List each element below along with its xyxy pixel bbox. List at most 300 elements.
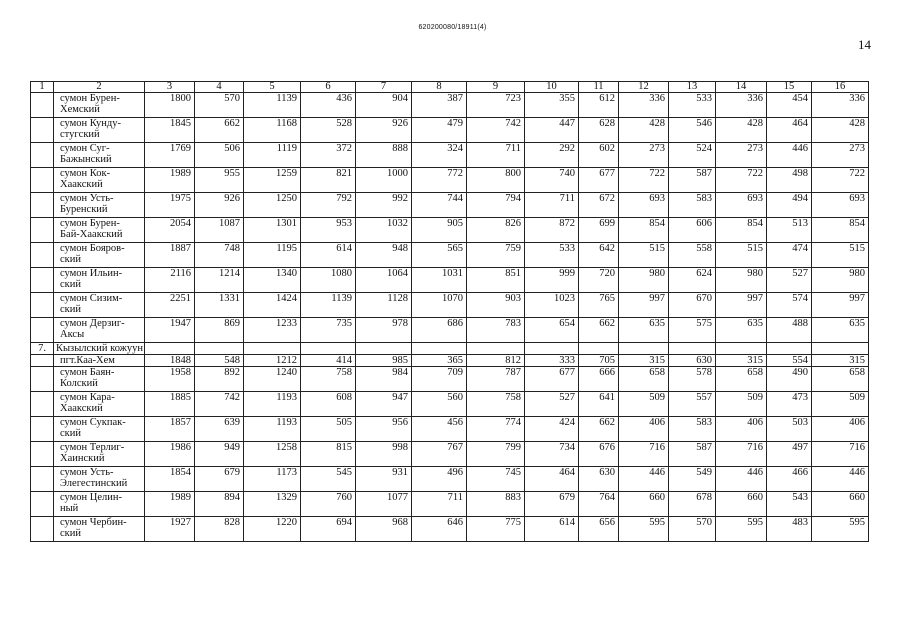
value-cell: 365 [412, 355, 467, 367]
value-cell: 1032 [356, 218, 412, 243]
value-cell: 792 [301, 193, 356, 218]
value-cell: 630 [579, 467, 619, 492]
value-cell: 1331 [195, 293, 244, 318]
value-cell: 1077 [356, 492, 412, 517]
value-cell: 758 [301, 367, 356, 392]
value-cell: 606 [669, 218, 716, 243]
value-cell: 624 [669, 268, 716, 293]
value-cell: 787 [467, 367, 525, 392]
value-cell: 1857 [145, 417, 195, 442]
value-cell: 509 [716, 392, 767, 417]
value-cell: 333 [525, 355, 579, 367]
value-cell: 483 [767, 517, 812, 542]
settlement-name-cell: Кызылский кожуун [54, 343, 145, 355]
value-cell: 968 [356, 517, 412, 542]
value-cell: 679 [525, 492, 579, 517]
value-cell: 734 [525, 442, 579, 467]
value-cell: 1259 [244, 168, 301, 193]
value-cell: 980 [619, 268, 669, 293]
row-number-cell [31, 517, 54, 542]
value-cell: 948 [356, 243, 412, 268]
value-cell: 722 [716, 168, 767, 193]
value-cell: 676 [579, 442, 619, 467]
value-cell: 1220 [244, 517, 301, 542]
document-code: 620200080/18911(4) [418, 24, 487, 31]
value-cell: 428 [812, 118, 869, 143]
value-cell: 662 [195, 118, 244, 143]
value-cell: 1023 [525, 293, 579, 318]
column-header: 1 [31, 82, 54, 93]
value-cell: 812 [467, 355, 525, 367]
value-cell: 892 [195, 367, 244, 392]
value-cell: 630 [669, 355, 716, 367]
value-cell: 1848 [145, 355, 195, 367]
value-cell: 992 [356, 193, 412, 218]
region-row [31, 343, 869, 355]
value-cell: 2054 [145, 218, 195, 243]
value-cell: 336 [812, 93, 869, 118]
settlement-name-cell: сумон Суг- Бажынский [54, 143, 145, 168]
value-cell: 662 [579, 417, 619, 442]
value-cell: 670 [669, 293, 716, 318]
value-cell: 642 [579, 243, 619, 268]
settlement-name-cell: сумон Терлиг- Хаинский [54, 442, 145, 467]
value-cell: 490 [767, 367, 812, 392]
value-cell: 406 [812, 417, 869, 442]
value-cell: 1080 [301, 268, 356, 293]
settlement-name-cell: сумон Бояров- ский [54, 243, 145, 268]
column-header: 15 [767, 82, 812, 93]
value-cell: 999 [525, 268, 579, 293]
value-cell: 903 [467, 293, 525, 318]
value-cell: 978 [356, 318, 412, 343]
value-cell: 372 [301, 143, 356, 168]
value-cell: 985 [356, 355, 412, 367]
value-cell: 677 [579, 168, 619, 193]
value-cell: 509 [812, 392, 869, 417]
value-cell: 947 [356, 392, 412, 417]
value-cell: 545 [301, 467, 356, 492]
value-cell: 315 [716, 355, 767, 367]
row-number-cell [31, 193, 54, 218]
value-cell: 628 [579, 118, 619, 143]
value-cell: 815 [301, 442, 356, 467]
settlement-name-cell: сумон Сизим- ский [54, 293, 145, 318]
value-cell: 711 [467, 143, 525, 168]
value-cell: 758 [467, 392, 525, 417]
value-cell: 533 [669, 93, 716, 118]
value-cell: 926 [195, 193, 244, 218]
row-number-cell [31, 417, 54, 442]
value-cell: 997 [812, 293, 869, 318]
table-row [31, 417, 869, 442]
value-cell: 1887 [145, 243, 195, 268]
value-cell: 583 [669, 417, 716, 442]
value-cell: 513 [767, 218, 812, 243]
table-row [31, 218, 869, 243]
settlement-name-cell: сумон Целин- ный [54, 492, 145, 517]
settlement-name-cell: сумон Бурен- Хемский [54, 93, 145, 118]
column-header: 16 [812, 82, 869, 93]
value-cell [356, 343, 412, 355]
value-cell: 722 [619, 168, 669, 193]
table-row [31, 442, 869, 467]
value-cell: 716 [619, 442, 669, 467]
column-header: 4 [195, 82, 244, 93]
value-cell: 336 [619, 93, 669, 118]
value-cell: 1845 [145, 118, 195, 143]
value-cell: 498 [767, 168, 812, 193]
value-cell: 509 [619, 392, 669, 417]
value-cell: 587 [669, 442, 716, 467]
settlement-name-cell: сумон Сукпак- ский [54, 417, 145, 442]
value-cell: 595 [812, 517, 869, 542]
value-cell: 635 [812, 318, 869, 343]
value-cell: 595 [716, 517, 767, 542]
row-number-cell [31, 442, 54, 467]
table-row [31, 492, 869, 517]
value-cell: 984 [356, 367, 412, 392]
table-row [31, 93, 869, 118]
value-cell: 1947 [145, 318, 195, 343]
column-header: 2 [54, 82, 145, 93]
settlement-name-cell: сумон Чербин- ский [54, 517, 145, 542]
value-cell: 1975 [145, 193, 195, 218]
value-cell: 742 [195, 392, 244, 417]
value-cell: 497 [767, 442, 812, 467]
value-cell: 658 [716, 367, 767, 392]
table-row [31, 118, 869, 143]
value-cell: 720 [579, 268, 619, 293]
value-cell: 693 [716, 193, 767, 218]
value-cell: 355 [525, 93, 579, 118]
value-cell: 765 [579, 293, 619, 318]
value-cell: 1000 [356, 168, 412, 193]
value-cell: 570 [669, 517, 716, 542]
row-number-cell [31, 367, 54, 392]
row-number-cell: 7. [31, 343, 54, 355]
value-cell: 1195 [244, 243, 301, 268]
row-number-cell [31, 243, 54, 268]
column-header: 12 [619, 82, 669, 93]
value-cell: 931 [356, 467, 412, 492]
value-cell: 414 [301, 355, 356, 367]
value-cell: 524 [669, 143, 716, 168]
value-cell: 1214 [195, 268, 244, 293]
value-cell: 406 [619, 417, 669, 442]
value-cell: 699 [579, 218, 619, 243]
value-cell: 639 [195, 417, 244, 442]
value-cell: 693 [619, 193, 669, 218]
settlement-name-cell: сумон Усть- Буренский [54, 193, 145, 218]
value-cell: 821 [301, 168, 356, 193]
value-cell: 612 [579, 93, 619, 118]
value-cell: 474 [767, 243, 812, 268]
value-cell: 1769 [145, 143, 195, 168]
table-row [31, 517, 869, 542]
row-number-cell [31, 93, 54, 118]
value-cell: 694 [301, 517, 356, 542]
table-row [31, 293, 869, 318]
value-cell: 723 [467, 93, 525, 118]
value-cell: 614 [301, 243, 356, 268]
value-cell: 1986 [145, 442, 195, 467]
column-header: 9 [467, 82, 525, 93]
value-cell: 1240 [244, 367, 301, 392]
value-cell: 693 [812, 193, 869, 218]
value-cell: 560 [412, 392, 467, 417]
value-cell: 722 [812, 168, 869, 193]
value-cell: 854 [716, 218, 767, 243]
value-cell: 558 [669, 243, 716, 268]
value-cell: 387 [412, 93, 467, 118]
value-cell: 905 [412, 218, 467, 243]
value-cell: 854 [812, 218, 869, 243]
value-cell: 464 [525, 467, 579, 492]
value-cell: 494 [767, 193, 812, 218]
value-cell: 505 [301, 417, 356, 442]
value-cell: 635 [716, 318, 767, 343]
value-cell: 1168 [244, 118, 301, 143]
header-row [31, 82, 869, 93]
value-cell: 1250 [244, 193, 301, 218]
value-cell: 953 [301, 218, 356, 243]
value-cell: 548 [195, 355, 244, 367]
value-cell: 273 [619, 143, 669, 168]
value-cell: 473 [767, 392, 812, 417]
row-number-cell [31, 118, 54, 143]
value-cell: 608 [301, 392, 356, 417]
value-cell: 711 [412, 492, 467, 517]
value-cell: 1424 [244, 293, 301, 318]
value-cell: 1301 [244, 218, 301, 243]
value-cell: 635 [619, 318, 669, 343]
value-cell: 1193 [244, 392, 301, 417]
value-cell: 767 [412, 442, 467, 467]
value-cell: 575 [669, 318, 716, 343]
column-header: 3 [145, 82, 195, 93]
value-cell [812, 343, 869, 355]
page-number: 14 [858, 37, 871, 52]
value-cell: 2116 [145, 268, 195, 293]
value-cell: 2251 [145, 293, 195, 318]
value-cell: 904 [356, 93, 412, 118]
value-cell: 428 [619, 118, 669, 143]
value-cell: 446 [716, 467, 767, 492]
value-cell: 336 [716, 93, 767, 118]
value-cell: 826 [467, 218, 525, 243]
value-cell: 949 [195, 442, 244, 467]
value-cell: 1139 [301, 293, 356, 318]
value-cell: 527 [767, 268, 812, 293]
value-cell: 1958 [145, 367, 195, 392]
value-cell: 980 [812, 268, 869, 293]
settlement-name-cell: сумон Баян- Колский [54, 367, 145, 392]
row-number-cell [31, 143, 54, 168]
value-cell: 745 [467, 467, 525, 492]
value-cell: 662 [579, 318, 619, 343]
value-cell: 799 [467, 442, 525, 467]
value-cell: 1989 [145, 168, 195, 193]
value-cell: 774 [467, 417, 525, 442]
value-cell: 1854 [145, 467, 195, 492]
value-cell: 1340 [244, 268, 301, 293]
column-header: 11 [579, 82, 619, 93]
value-cell: 292 [525, 143, 579, 168]
value-cell [412, 343, 467, 355]
table-row [31, 318, 869, 343]
value-cell: 716 [716, 442, 767, 467]
value-cell: 466 [767, 467, 812, 492]
value-cell: 660 [812, 492, 869, 517]
value-cell: 678 [669, 492, 716, 517]
value-cell: 740 [525, 168, 579, 193]
value-cell: 273 [716, 143, 767, 168]
value-cell: 660 [619, 492, 669, 517]
row-number-cell [31, 318, 54, 343]
value-cell: 658 [812, 367, 869, 392]
value-cell: 496 [412, 467, 467, 492]
value-cell: 479 [412, 118, 467, 143]
value-cell: 1800 [145, 93, 195, 118]
value-cell: 1128 [356, 293, 412, 318]
value-cell: 1927 [145, 517, 195, 542]
row-number-cell [31, 355, 54, 367]
table-row [31, 392, 869, 417]
value-cell: 515 [619, 243, 669, 268]
value-cell [195, 343, 244, 355]
value-cell: 436 [301, 93, 356, 118]
value-cell: 997 [716, 293, 767, 318]
value-cell: 744 [412, 193, 467, 218]
value-cell: 324 [412, 143, 467, 168]
value-cell: 760 [301, 492, 356, 517]
value-cell: 686 [412, 318, 467, 343]
value-cell: 883 [467, 492, 525, 517]
value-cell: 711 [525, 193, 579, 218]
value-cell: 446 [619, 467, 669, 492]
value-cell: 1233 [244, 318, 301, 343]
value-cell: 446 [812, 467, 869, 492]
value-cell [669, 343, 716, 355]
value-cell: 506 [195, 143, 244, 168]
value-cell: 775 [467, 517, 525, 542]
value-cell: 709 [412, 367, 467, 392]
value-cell: 602 [579, 143, 619, 168]
value-cell [467, 343, 525, 355]
value-cell: 705 [579, 355, 619, 367]
value-cell: 503 [767, 417, 812, 442]
value-cell: 587 [669, 168, 716, 193]
value-cell: 656 [579, 517, 619, 542]
value-cell [579, 343, 619, 355]
value-cell: 851 [467, 268, 525, 293]
settlement-name-cell: сумон Ильин- ский [54, 268, 145, 293]
value-cell: 424 [525, 417, 579, 442]
column-header: 6 [301, 82, 356, 93]
value-cell [525, 343, 579, 355]
row-number-cell [31, 492, 54, 517]
value-cell: 554 [767, 355, 812, 367]
column-header: 10 [525, 82, 579, 93]
value-cell: 677 [525, 367, 579, 392]
value-cell: 488 [767, 318, 812, 343]
value-cell: 549 [669, 467, 716, 492]
value-cell: 679 [195, 467, 244, 492]
value-cell: 759 [467, 243, 525, 268]
value-cell: 735 [301, 318, 356, 343]
value-cell: 869 [195, 318, 244, 343]
table-row [31, 355, 869, 367]
value-cell: 456 [412, 417, 467, 442]
value-cell: 515 [812, 243, 869, 268]
value-cell: 1173 [244, 467, 301, 492]
value-cell: 527 [525, 392, 579, 417]
value-cell: 666 [579, 367, 619, 392]
row-number-cell [31, 218, 54, 243]
value-cell: 1070 [412, 293, 467, 318]
value-cell: 315 [619, 355, 669, 367]
value-cell: 446 [767, 143, 812, 168]
value-cell: 854 [619, 218, 669, 243]
value-cell: 641 [579, 392, 619, 417]
value-cell: 926 [356, 118, 412, 143]
value-cell: 1329 [244, 492, 301, 517]
value-cell [716, 343, 767, 355]
settlement-name-cell: сумон Бурен- Бай-Хаакский [54, 218, 145, 243]
value-cell: 828 [195, 517, 244, 542]
value-cell: 406 [716, 417, 767, 442]
value-cell: 716 [812, 442, 869, 467]
value-cell [767, 343, 812, 355]
value-cell: 1193 [244, 417, 301, 442]
value-cell: 646 [412, 517, 467, 542]
table-row [31, 168, 869, 193]
row-number-cell [31, 168, 54, 193]
value-cell: 794 [467, 193, 525, 218]
row-number-cell [31, 293, 54, 318]
value-cell: 557 [669, 392, 716, 417]
table-row [31, 467, 869, 492]
value-cell: 658 [619, 367, 669, 392]
value-cell: 546 [669, 118, 716, 143]
value-cell: 447 [525, 118, 579, 143]
value-cell: 800 [467, 168, 525, 193]
value-cell: 888 [356, 143, 412, 168]
value-cell: 574 [767, 293, 812, 318]
value-cell: 454 [767, 93, 812, 118]
value-cell: 428 [716, 118, 767, 143]
settlement-name-cell: сумон Усть- Элегестинский [54, 467, 145, 492]
value-cell: 894 [195, 492, 244, 517]
value-cell: 273 [812, 143, 869, 168]
value-cell: 315 [812, 355, 869, 367]
value-cell: 980 [716, 268, 767, 293]
value-cell [145, 343, 195, 355]
settlement-name-cell: пгт.Каа-Хем [54, 355, 145, 367]
value-cell: 533 [525, 243, 579, 268]
column-header: 5 [244, 82, 301, 93]
value-cell: 742 [467, 118, 525, 143]
value-cell: 583 [669, 193, 716, 218]
value-cell: 565 [412, 243, 467, 268]
value-cell: 660 [716, 492, 767, 517]
value-cell: 464 [767, 118, 812, 143]
value-cell: 1258 [244, 442, 301, 467]
value-cell: 1885 [145, 392, 195, 417]
value-cell: 1087 [195, 218, 244, 243]
data-table [30, 81, 869, 542]
